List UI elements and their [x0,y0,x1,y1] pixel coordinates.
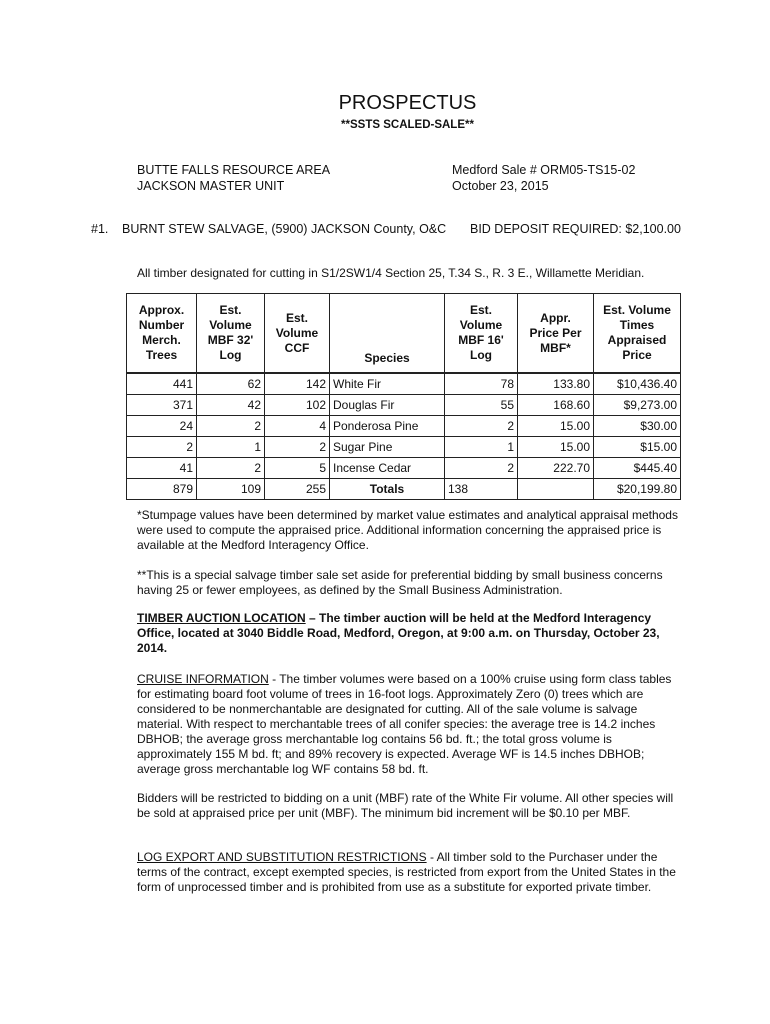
cell-mbf32: 42 [197,395,265,416]
header-volume-times-price: Est. Volume Times Appraised Price [594,294,681,374]
cruise-heading: CRUISE INFORMATION [137,672,269,686]
cell-mbf16: 78 [445,373,518,395]
table-row [127,437,681,458]
header-volume-ccf: Est. Volume CCF [265,294,330,374]
export-text: - All timber sold to the Purchaser under the terms of the contract, except exempted species, is restricted from export from the United States in the form of unprocessed timber and is prohibited from use as a substitute for exported private timber. [137,850,676,894]
cell-ccf: 4 [265,416,330,437]
cell-trees: 441 [127,373,197,395]
totals-row [127,479,681,500]
master-unit: JACKSON MASTER UNIT [137,179,285,193]
bidders-restriction: Bidders will be restricted to bidding on a unit (MBF) rate of the White Fir volume. All other species will be sold at appraised price per unit (MBF). The minimum bid increment will be $0.10 per MBF. [137,791,674,820]
export-heading: LOG EXPORT AND SUBSTITUTION RESTRICTIONS [137,850,427,864]
sale-name: BURNT STEW SALVAGE, (5900) JACKSON County, O&C [122,222,447,236]
table-row [127,416,681,437]
total-mbf16: 138 [445,479,518,500]
cell-species: Ponderosa Pine [330,416,445,437]
header-volume-mbf16: Est. Volume MBF 16' Log [445,294,518,374]
timber-designation: All timber designated for cutting in S1/2SW1/4 Section 25, T.34 S., R. 3 E., Willamette Meridian. [137,266,645,280]
cell-mbf16: 55 [445,395,518,416]
cell-total: $15.00 [594,437,681,458]
table-row [127,458,681,479]
cell-species: Douglas Fir [330,395,445,416]
volume-table [126,293,681,500]
cell-mbf32: 1 [197,437,265,458]
table-row [127,373,681,395]
cell-mbf32: 62 [197,373,265,395]
total-price-empty [518,479,594,500]
total-value: $20,199.80 [594,479,681,500]
cell-price: 168.60 [518,395,594,416]
header-merch-trees: Approx. Number Merch. Trees [127,294,197,374]
cell-ccf: 102 [265,395,330,416]
sale-date: October 23, 2015 [452,179,549,193]
cell-species: Incense Cedar [330,458,445,479]
auction-location [137,611,682,656]
cell-mbf16: 2 [445,416,518,437]
sale-info-block [452,162,635,194]
cell-ccf: 5 [265,458,330,479]
page-subtitle: **SSTS SCALED-SALE** [341,119,474,131]
auction-text: – The timber auction will be held at the Medford Interagency Office, located at 3040 Biddle Road, Medford, Oregon, at 9:00 a.m. on Thursday, October 23, 2014. [137,611,660,655]
cell-total: $10,436.40 [594,373,681,395]
cruise-information [137,672,682,777]
cell-species: Sugar Pine [330,437,445,458]
total-trees: 879 [127,479,197,500]
stumpage-note: *Stumpage values have been determined by market value estimates and analytical appraisal methods were used to compute the appraised price. Additional information concerning the appraised price is available at the Medford Interagency Office. [137,508,678,552]
cell-total: $445.40 [594,458,681,479]
cruise-text: - The timber volumes were based on a 100% cruise using form class tables for estimating board foot volume of trees in 16-foot logs. Approximately Zero (0) trees which are considered to be nonmerchantable are designated for cutting. All of the sale volume is salvage material. With respect to merchantable trees of all conifer species: the average tree is 14.2 inches DBHOB; the average gross merchantable log contains 56 bd. ft.; the total gross volume is approximately 155 M bd. ft; and 89% recovery is expected. Average WF is 14.5 inches DBHOB; average gross merchantable log WF contains 58 bd. ft. [137,672,672,776]
cell-price: 222.70 [518,458,594,479]
cell-trees: 371 [127,395,197,416]
header-species: Species [330,294,445,374]
auction-heading: TIMBER AUCTION LOCATION [137,611,306,625]
cell-trees: 24 [127,416,197,437]
sale-number: Medford Sale # ORM05-TS15-02 [452,163,636,177]
cell-ccf: 142 [265,373,330,395]
cell-mbf32: 2 [197,458,265,479]
totals-label: Totals [330,479,445,500]
cell-total: $30.00 [594,416,681,437]
cell-trees: 41 [127,458,197,479]
cell-price: 15.00 [518,437,594,458]
cell-price: 133.80 [518,373,594,395]
cell-trees: 2 [127,437,197,458]
cell-species: White Fir [330,373,445,395]
resource-area: BUTTE FALLS RESOURCE AREA [137,163,331,177]
page-title: PROSPECTUS [338,92,477,114]
table-header-row [127,294,681,374]
cell-total: $9,273.00 [594,395,681,416]
total-ccf: 255 [265,479,330,500]
total-mbf32: 109 [197,479,265,500]
cell-price: 15.00 [518,416,594,437]
salvage-note: **This is a special salvage timber sale set aside for preferential bidding by small business concerns having 25 or fewer employees, as defined by the Small Business Administration. [137,568,663,597]
export-restrictions [137,850,682,895]
cell-mbf16: 2 [445,458,518,479]
item-number: #1. [91,222,109,236]
cell-ccf: 2 [265,437,330,458]
cell-mbf32: 2 [197,416,265,437]
table-row [127,395,681,416]
cell-mbf16: 1 [445,437,518,458]
bid-deposit: BID DEPOSIT REQUIRED: $2,100.00 [470,222,681,236]
resource-area-block [137,162,330,194]
header-volume-mbf32: Est. Volume MBF 32' Log [197,294,265,374]
header-price-per-mbf: Appr. Price Per MBF* [518,294,594,374]
